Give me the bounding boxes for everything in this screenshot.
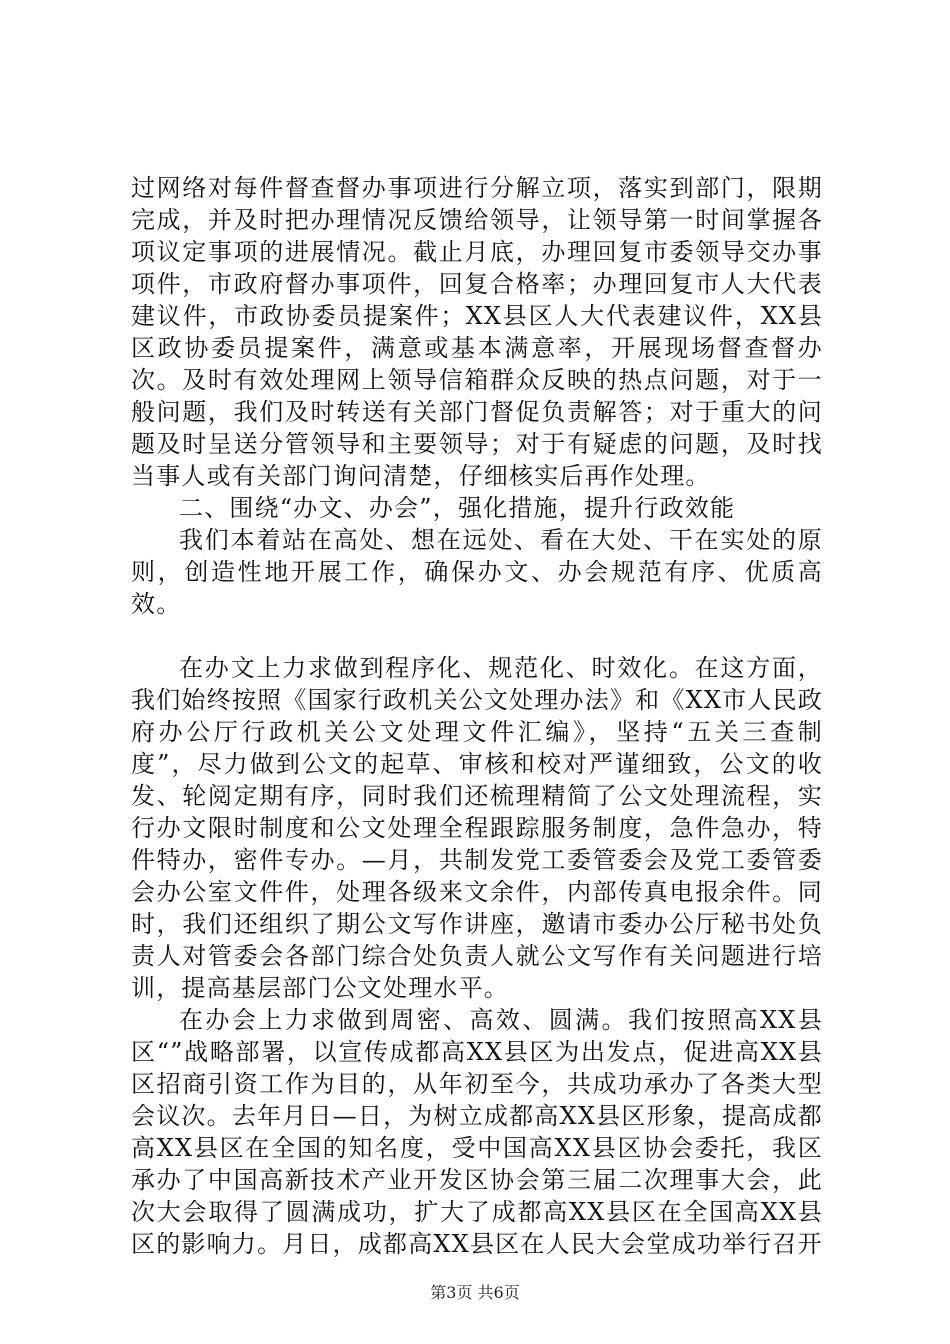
document-body [131, 172, 823, 1260]
page-number-footer: 第3页 共6页 [430, 1283, 520, 1302]
paragraph-meeting-handling: 在办会上力求做到周密、高效、圆满。我们按照高XX县区“”战略部署，以宣传成都高XX县区为出发点，促进高XX县区招商引资工作为目的，从年初至今，共成功承办了各类大型会议次。去年月日—日，为树立成都高XX县区形象，提高成都高XX县区在全国的知名度，受中国高XX县区协会委托，我区承办了中国高新技术产业开发区协会第三届二次理事大会，此次大会取得了圆满成功，扩大了成都高XX县区在全国高XX县区的影响力。月日，成都高XX县区在人民大会堂成功举行召开 [131, 1006, 823, 1258]
section-heading: 二、围绕“办文、办会”，强化措施，提升行政效能 [179, 494, 736, 522]
paragraph-principle: 我们本着站在高处、想在远处、看在大处、干在实处的原则，创造性地开展工作，确保办文、办会规范有序、优质高效。 [131, 526, 823, 618]
paragraph-continuation: 过网络对每件督查督办事项进行分解立项，落实到部门，限期完成，并及时把办理情况反馈给领导，让领导第一时间掌握各项议定事项的进展情况。截止月底，办理回复市委领导交办事项件，市政府督办事项件，回复合格率；办理回复市人大代表建议件，市政协委员提案件；XX县区人大代表建议件，XX县区政协委员提案件，满意或基本满意率，开展现场督查督办次。及时有效处理网上领导信箱群众反映的热点问题，对于一般问题，我们及时转送有关部门督促负责解答；对于重大的问题及时呈送分管领导和主要领导；对于有疑虑的问题，及时找当事人或有关部门询问清楚，仔细核实后再作处理。 [131, 174, 823, 490]
paragraph-document-handling: 在办文上力求做到程序化、规范化、时效化。在这方面，我们始终按照《国家行政机关公文处理办法》和《XX市人民政府办公厅行政机关公文处理文件汇编》，坚持“五关三查制度”，尽力做到公文的起草、审核和校对严谨细致，公文的收发、轮阅定期有序，同时我们还梳理精简了公文处理流程，实行办文限时制度和公文处理全程跟踪服务制度，急件急办，特件特办，密件专办。—月，共制发党工委管委会及党工委管委会办公室文件件，处理各级来文余件，内部传真电报余件。同时，我们还组织了期公文写作讲座，邀请市委办公厅秘书处负责人对管委会各部门综合处负责人就公文写作有关问题进行培训，提高基层部门公文处理水平。 [131, 654, 823, 1002]
